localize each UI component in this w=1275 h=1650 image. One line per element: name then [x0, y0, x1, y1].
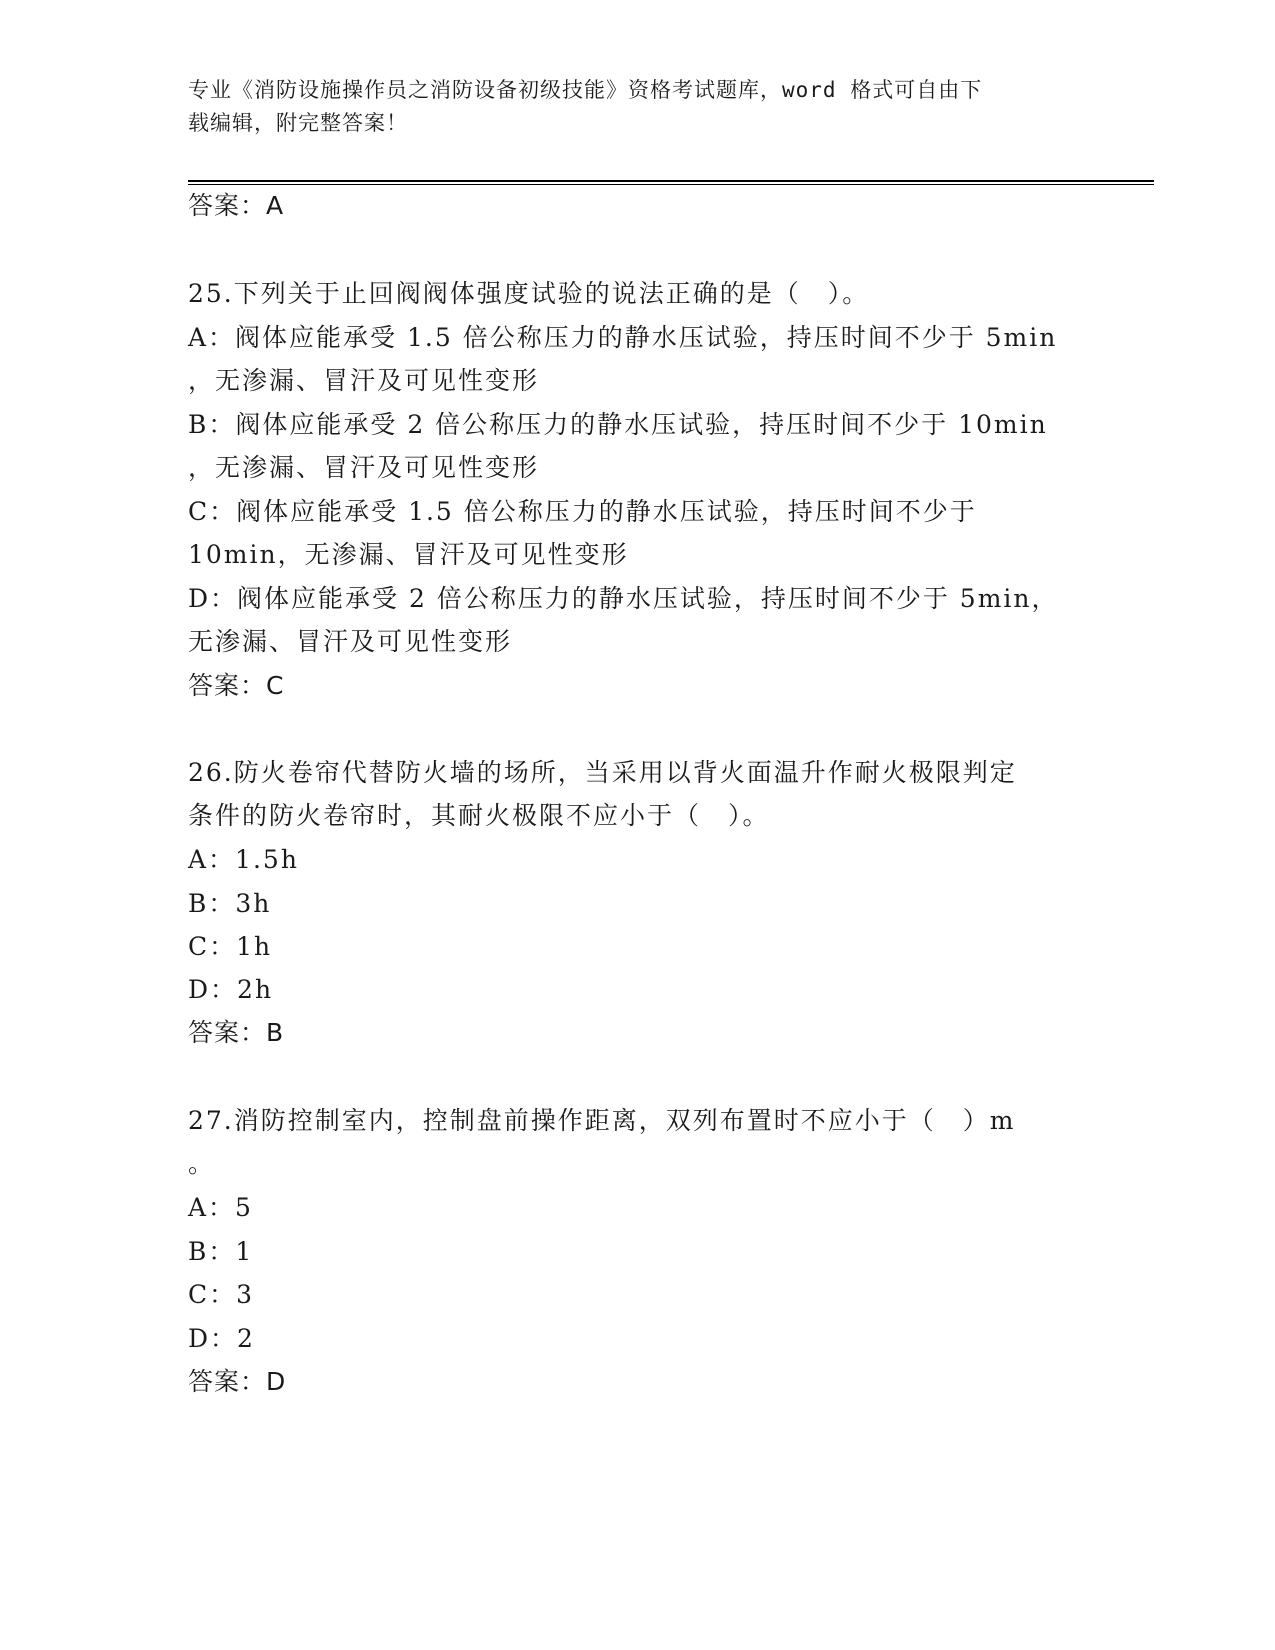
question-26-option-b: B：3h: [188, 889, 272, 918]
document-header: [188, 74, 1068, 140]
question-25-option-b-cont: ，无渗漏、冒汗及可见性变形: [188, 453, 540, 482]
question-27-stem: 27.消防控制室内，控制盘前操作距离，双列布置时不应小于（ ）m: [188, 1106, 1016, 1135]
question-26-option-c: C：1h: [188, 932, 273, 961]
question-27-option-c: C：3: [188, 1280, 255, 1309]
question-25-option-b: B：阀体应能承受 2 倍公称压力的静水压试验，持压时间不少于 10min: [188, 410, 1048, 439]
question-25-option-c-cont: 10min，无渗漏、冒汗及可见性变形: [188, 540, 629, 569]
question-26-option-a: A：1.5h: [188, 845, 299, 874]
question-27-option-b: B：1: [188, 1237, 254, 1266]
question-26-stem-cont: 条件的防火卷帘时，其耐火极限不应小于（ ）。: [188, 801, 770, 830]
header-divider-thick: [188, 180, 1154, 182]
header-line-1: 专业《消防设施操作员之消防设备初级技能》资格考试题库，word 格式可自由下: [188, 78, 983, 102]
question-25-answer: 答案：C: [188, 671, 285, 700]
question-25-option-a-cont: ，无渗漏、冒汗及可见性变形: [188, 366, 540, 395]
previous-answer: 答案：A: [188, 191, 285, 220]
question-27-option-a: A：5: [188, 1193, 253, 1222]
question-27-stem-cont: 。: [188, 1149, 216, 1178]
question-25-stem: 25.下列关于止回阀阀体强度试验的说法正确的是（ ）。: [188, 279, 870, 308]
question-26-stem: 26.防火卷帘代替防火墙的场所，当采用以背火面温升作耐火极限判定: [188, 758, 1017, 787]
question-25-option-c: C：阀体应能承受 1.5 倍公称压力的静水压试验，持压时间不少于: [188, 497, 977, 526]
question-27-answer: 答案：D: [188, 1367, 287, 1396]
header-line-2: 载编辑，附完整答案！: [188, 111, 408, 135]
question-25-option-d: D：阀体应能承受 2 倍公称压力的静水压试验，持压时间不少于 5min，: [188, 584, 1059, 613]
header-divider-thin: [188, 184, 1154, 185]
question-26-option-d: D：2h: [188, 975, 274, 1004]
question-25-option-d-cont: 无渗漏、冒汗及可见性变形: [188, 627, 513, 656]
question-27-option-d: D：2: [188, 1324, 255, 1353]
question-25-option-a: A：阀体应能承受 1.5 倍公称压力的静水压试验，持压时间不少于 5min: [188, 323, 1058, 352]
question-26-answer: 答案：B: [188, 1018, 285, 1047]
